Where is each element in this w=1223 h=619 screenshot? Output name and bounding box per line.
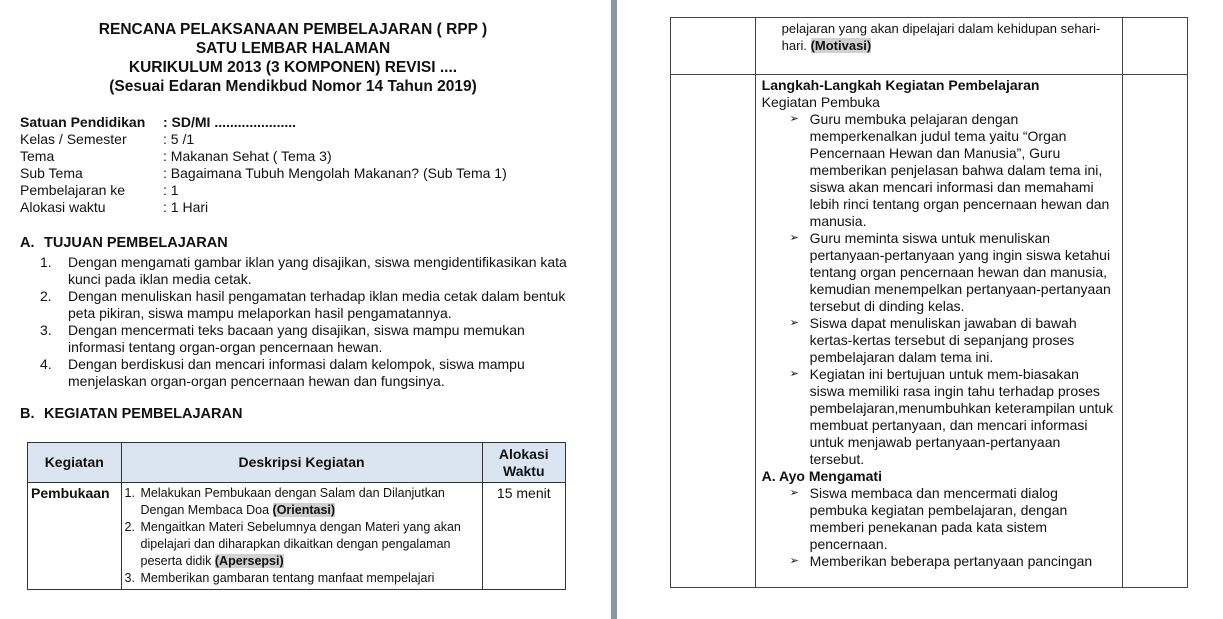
list-item xyxy=(125,485,479,519)
section-b-heading xyxy=(20,406,242,422)
bullet-text: Kegiatan ini bertujuan untuk mem-biasakan siswa memiliki rasa ingin tahu terhadap proses pembelajaran,menumbuhkan keterampilan untuk membuat pertanyaan, dan mencari informasi untuk menjawab pertanyaan-pertanyaan tersebut. xyxy=(809,366,1114,467)
empty-cell xyxy=(671,18,756,75)
step-number: 1. xyxy=(124,486,135,500)
info-label: Satuan Pendidikan xyxy=(20,114,146,130)
deskripsi-cell xyxy=(121,483,482,590)
activity-table xyxy=(27,442,566,590)
bullet-text: Memberikan beberapa pertanyaan pancingan xyxy=(809,553,1093,569)
phase-tag: (Apersepsi) xyxy=(214,554,284,568)
bullet-text: Siswa dapat menuliskan jawaban di bawah kertas-kertas tersebut di sepanjang proses pembelajaran dalam tema ini. xyxy=(809,315,1077,365)
list-item xyxy=(125,519,479,570)
info-label: Tema xyxy=(20,148,55,164)
empty-cell xyxy=(671,75,756,588)
empty-cell xyxy=(1122,75,1187,588)
column-header: Kegiatan xyxy=(28,443,122,483)
title-line: SATU LEMBAR HALAMAN xyxy=(195,40,391,57)
list-item xyxy=(762,230,1116,315)
table-row xyxy=(671,18,1188,75)
info-value: : 1 Hari xyxy=(163,199,209,215)
step-text: Memberikan gambaran tentang manfaat mempelajari xyxy=(140,571,435,585)
section-title: KEGIATAN PEMBELAJARAN xyxy=(44,406,243,422)
continuation-text: pelajaran yang akan dipelajari dalam kehidupan sehari-hari. xyxy=(781,21,1101,53)
arrow-bullet-icon: ➢ xyxy=(789,368,799,380)
info-value: : Makanan Sehat ( Tema 3) xyxy=(163,148,332,164)
table-row xyxy=(28,483,566,590)
activity-steps xyxy=(125,485,479,587)
kegiatan-cell: Pembukaan xyxy=(28,483,122,590)
table-header-row xyxy=(28,443,566,483)
arrow-bullet-icon: ➢ xyxy=(789,487,799,499)
bullet-text: Siswa membaca dan mencermati dialog pembuka kegiatan pembelajaran, dengan memberi penekanan pada kata sistem pencernaan. xyxy=(809,485,1068,552)
objective-number: 1. xyxy=(40,254,52,270)
objective-text: Dengan berdiskusi dan mencari informasi dalam kelompok, siswa mampu menjelaskan organ-organ pencernaan hewan dan fungsinya. xyxy=(68,356,525,389)
objective-number: 2. xyxy=(40,288,52,304)
column-header: Alokasi Waktu xyxy=(482,443,565,483)
title-line: (Sesuai Edaran Mendikbud Nomor 14 Tahun 2019) xyxy=(109,78,477,95)
title-line: RENCANA PELAKSANAAN PEMBELAJARAN ( RPP ) xyxy=(98,21,488,38)
arrow-bullet-icon: ➢ xyxy=(789,232,799,244)
deskripsi-cell xyxy=(755,18,1122,75)
list-item xyxy=(762,485,1116,553)
objective-number: 3. xyxy=(40,322,52,338)
bullet-text: Guru membuka pelajaran dengan memperkenalkan judul tema yaitu “Organ Pencernaan Hewan dan Manusia”, Guru memberikan penjelasan bahwa dalam tema ini, siswa akan mencari informasi dan memahami lebih rinci tentang organ pencernaan hewan dan manusia. xyxy=(809,111,1110,229)
info-value: : SD/MI ..................... xyxy=(163,114,297,130)
document-title xyxy=(0,20,586,96)
objective-number: 4. xyxy=(40,356,52,372)
steps-title: Langkah-Langkah Kegiatan Pembelajaran xyxy=(761,77,1040,93)
title-line: KURIKULUM 2013 (3 KOMPONEN) REVISI .... xyxy=(128,59,458,76)
info-value: : 5 /1 xyxy=(163,131,195,147)
info-label: Alokasi waktu xyxy=(20,199,106,215)
opening-label: Kegiatan Pembuka xyxy=(761,94,880,110)
list-item xyxy=(762,111,1116,230)
step-number: 3. xyxy=(124,571,135,585)
deskripsi-cell xyxy=(755,75,1122,588)
info-value: : 1 xyxy=(163,182,179,198)
objective-text: Dengan menuliskan hasil pengamatan terhadap iklan media cetak dalam bentuk peta pikiran, siswa mampu melaporkan hasil pengamatannya. xyxy=(68,288,566,321)
right-page xyxy=(617,0,1223,619)
info-label: Kelas / Semester xyxy=(20,131,127,147)
column-header: Deskripsi Kegiatan xyxy=(121,443,482,483)
step-number: 2. xyxy=(124,520,135,534)
left-page xyxy=(0,0,611,619)
observe-title: A. Ayo Mengamati xyxy=(761,468,882,484)
objective-item xyxy=(40,322,570,356)
table-row xyxy=(671,75,1188,588)
waktu-cell: 15 menit xyxy=(482,483,565,590)
arrow-bullet-icon: ➢ xyxy=(789,555,799,567)
list-item xyxy=(762,553,1116,570)
empty-cell xyxy=(1122,18,1187,75)
section-title: TUJUAN PEMBELAJARAN xyxy=(44,235,228,251)
list-item xyxy=(762,366,1116,468)
objective-item xyxy=(40,288,570,322)
arrow-bullet-icon: ➢ xyxy=(789,113,799,125)
section-letter: B. xyxy=(20,406,35,422)
list-item xyxy=(762,315,1116,366)
objective-text: Dengan mengamati gambar iklan yang disajikan, siswa mengidentifikasikan kata kunci pada iklan media cetak. xyxy=(68,254,567,287)
bullet-text: Guru meminta siswa untuk menuliskan pertanyaan-pertanyaan yang ingin siswa ketahui tentang organ pencernaan hewan dan manusia, kemudian menempelkan pertanyaan-pertanyaan tersebut di dinding kelas. xyxy=(809,230,1111,314)
step-text: Melakukan Pembukaan dengan Salam dan Dilanjutkan Dengan Membaca Doa xyxy=(140,486,445,517)
phase-tag: (Motivasi) xyxy=(810,38,872,53)
objective-text: Dengan mencermati teks bacaan yang disajikan, siswa mampu memukan informasi tentang organ-organ pencernaan hewan. xyxy=(68,322,525,355)
phase-tag: (Orientasi) xyxy=(272,503,336,517)
arrow-bullet-icon: ➢ xyxy=(789,317,799,329)
section-a-heading xyxy=(20,235,228,251)
objective-item xyxy=(40,356,570,390)
continued-activity-table xyxy=(670,17,1188,588)
info-label: Sub Tema xyxy=(20,165,83,181)
section-letter: A. xyxy=(20,235,35,251)
info-label: Pembelajaran ke xyxy=(20,182,126,198)
objectives-list xyxy=(40,254,570,390)
info-value: : Bagaimana Tubuh Mengolah Makanan? (Sub Tema 1) xyxy=(163,165,507,181)
objective-item xyxy=(40,254,570,288)
step-text: Mengaitkan Materi Sebelumnya dengan Materi yang akan dipelajari dan diharapkan dikaitkan dengan pengalaman peserta didik xyxy=(140,520,461,568)
list-item xyxy=(125,570,479,587)
